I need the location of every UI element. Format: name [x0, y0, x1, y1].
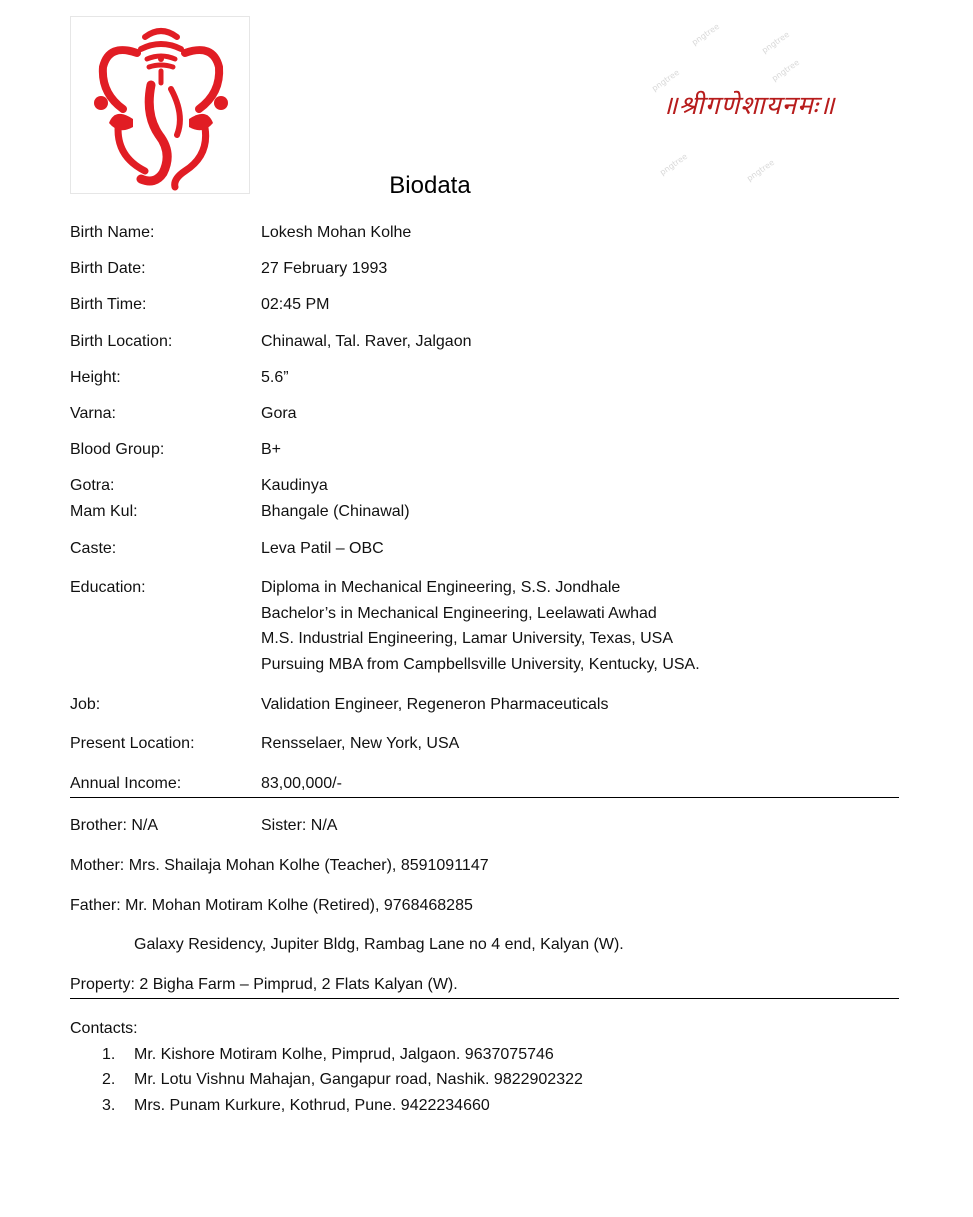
detail-value: Kaudinya	[261, 477, 328, 494]
list-number: 1.	[102, 1045, 116, 1063]
sister-text: Sister: N/A	[261, 817, 338, 834]
father-text: Father: Mr. Mohan Motiram Kolhe (Retired), 9768468285	[70, 897, 473, 914]
contact-text: Mrs. Punam Kurkure, Kothrud, Pune. 9422234660	[134, 1096, 490, 1114]
contact-text: Mr. Kishore Motiram Kolhe, Pimprud, Jalgaon. 9637075746	[134, 1045, 554, 1063]
ganesha-logo-icon	[89, 23, 233, 191]
education-line: M.S. Industrial Engineering, Lamar University, Texas, USA	[261, 630, 674, 648]
detail-label: Height:	[70, 369, 121, 386]
detail-value: 02:45 PM	[261, 296, 330, 313]
contacts-heading: Contacts:	[70, 1020, 138, 1037]
detail-value: 83,00,000/-	[261, 775, 342, 792]
detail-label: Birth Date:	[70, 260, 146, 277]
contact-text: Mr. Lotu Vishnu Mahajan, Gangapur road, Nashik. 9822902322	[134, 1071, 583, 1088]
watermark: pngtree	[690, 21, 722, 48]
page-title: Biodata	[389, 172, 471, 199]
detail-label: Varna:	[70, 405, 116, 422]
detail-label: Gotra:	[70, 477, 115, 494]
education-line: Diploma in Mechanical Engineering, S.S. Jondhale	[261, 579, 621, 596]
detail-value: Chinawal, Tal. Raver, Jalgaon	[261, 333, 472, 350]
detail-label: Birth Name:	[70, 224, 155, 241]
detail-value: Leva Patil – OBC	[261, 540, 384, 557]
watermark: pngtree	[760, 29, 792, 56]
sanskrit-text: ॥श्रीगणेशायनमः॥	[662, 91, 836, 121]
detail-value: Bhangale (Chinawal)	[261, 503, 410, 520]
detail-label: Birth Time:	[70, 296, 147, 313]
list-item	[70, 1067, 583, 1093]
education-lines	[261, 575, 700, 678]
list-item	[70, 1093, 583, 1119]
divider	[70, 797, 899, 798]
contacts-section	[70, 1016, 583, 1118]
detail-label: Job:	[70, 696, 101, 713]
detail-value: Gora	[261, 405, 297, 422]
detail-value: Lokesh Mohan Kolhe	[261, 224, 412, 241]
address-text: Galaxy Residency, Jupiter Bldg, Rambag Lane no 4 end, Kalyan (W).	[134, 936, 624, 953]
list-item	[70, 1042, 583, 1068]
education-line: Bachelor’s in Mechanical Engineering, Leelawati Awhad	[261, 604, 657, 622]
detail-value: 5.6”	[261, 369, 289, 386]
watermark: pngtree	[745, 157, 777, 184]
list-number: 3.	[102, 1096, 116, 1114]
watermark: pngtree	[650, 67, 682, 94]
detail-label: Annual Income:	[70, 775, 182, 792]
divider	[70, 998, 899, 999]
detail-label: Mam Kul:	[70, 503, 138, 520]
shri-ganeshaya-namah-text	[650, 20, 836, 195]
detail-value: Validation Engineer, Regeneron Pharmaceuticals	[261, 696, 609, 713]
detail-label: Caste:	[70, 540, 117, 557]
detail-value: Rensselaer, New York, USA	[261, 735, 460, 752]
contacts-list	[70, 1042, 583, 1119]
detail-value: 27 February 1993	[261, 260, 388, 277]
watermark: pngtree	[770, 57, 802, 84]
property-text: Property: 2 Bigha Farm – Pimprud, 2 Flats Kalyan (W).	[70, 976, 458, 993]
brother-text: Brother: N/A	[70, 817, 159, 834]
detail-label: Blood Group:	[70, 441, 165, 458]
education-line: Pursuing MBA from Campbellsville University, Kentucky, USA.	[261, 656, 700, 674]
detail-label: Birth Location:	[70, 333, 173, 350]
detail-label: Education:	[70, 579, 146, 596]
watermark: pngtree	[658, 151, 690, 178]
mother-text: Mother: Mrs. Shailaja Mohan Kolhe (Teacher), 8591091147	[70, 857, 489, 874]
detail-label: Present Location:	[70, 735, 195, 752]
logo-box	[70, 16, 250, 194]
list-number: 2.	[102, 1071, 116, 1088]
detail-value: B+	[261, 441, 282, 458]
